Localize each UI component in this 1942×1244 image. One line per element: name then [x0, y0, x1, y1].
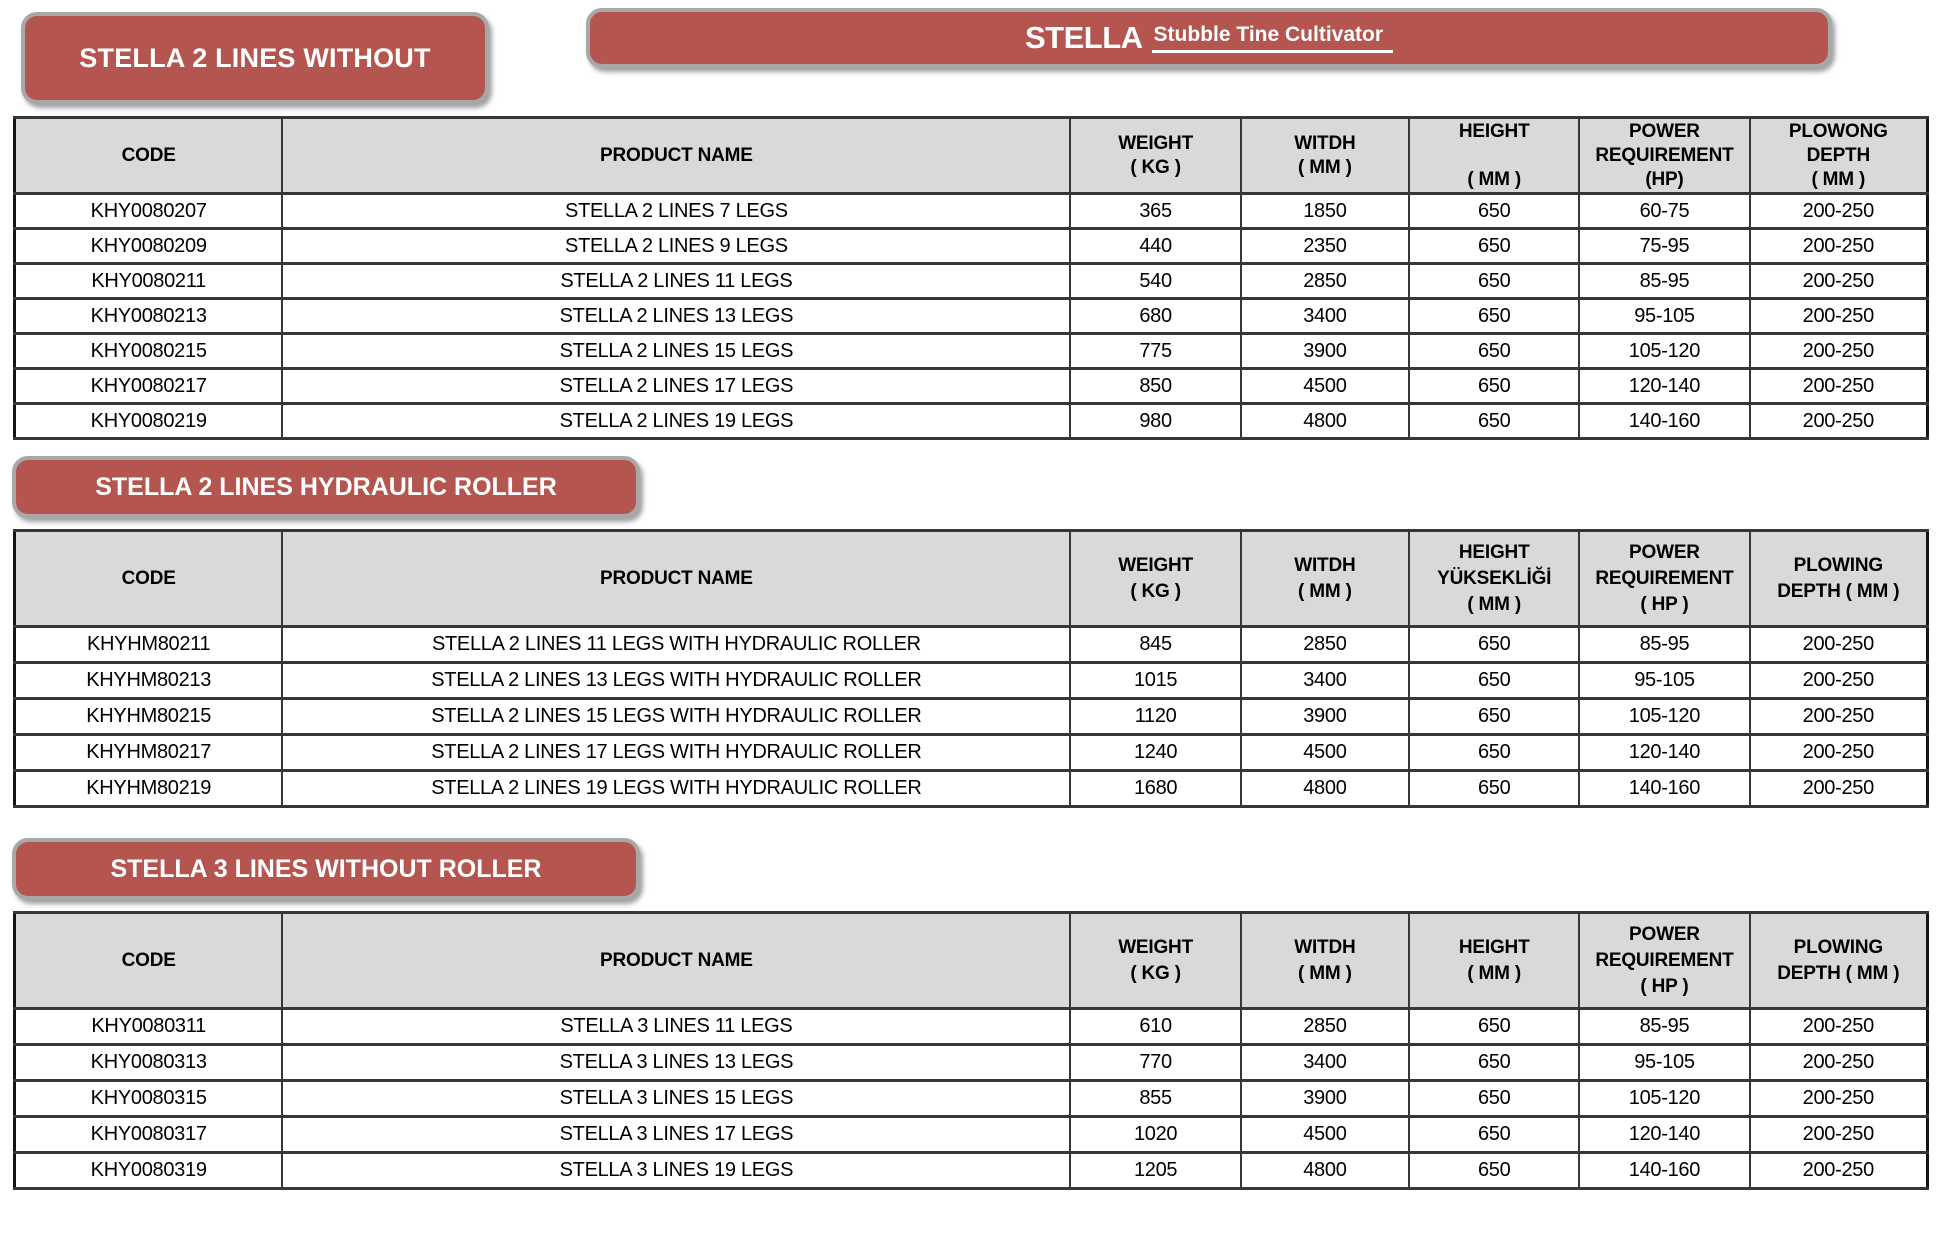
cell-product-name: STELLA 2 LINES 7 LEGS — [282, 194, 1070, 229]
cell-product-name: STELLA 2 LINES 15 LEGS — [282, 334, 1070, 369]
cell-height: 650 — [1409, 663, 1579, 699]
cell-weight: 1015 — [1070, 663, 1240, 699]
cell-code: KHY0080213 — [15, 299, 283, 334]
cell-plowing-depth: 200-250 — [1750, 1081, 1928, 1117]
cell-height: 650 — [1409, 699, 1579, 735]
cell-width: 4500 — [1241, 369, 1409, 404]
cell-weight: 850 — [1070, 369, 1240, 404]
cell-height: 650 — [1409, 194, 1579, 229]
cell-weight: 1120 — [1070, 699, 1240, 735]
cell-weight: 845 — [1070, 627, 1240, 663]
cell-height: 650 — [1409, 229, 1579, 264]
cell-height: 650 — [1409, 1153, 1579, 1189]
cell-power: 105-120 — [1579, 699, 1749, 735]
section-banner-label: STELLA 2 LINES WITHOUT — [79, 42, 431, 73]
section-banner-stella-3-lines-without-roller — [12, 838, 640, 900]
cell-weight: 1205 — [1070, 1153, 1240, 1189]
cell-product-name: STELLA 3 LINES 17 LEGS — [282, 1117, 1070, 1153]
cell-power: 75-95 — [1579, 229, 1749, 264]
cell-weight: 540 — [1070, 264, 1240, 299]
table-stella-2-lines-without — [13, 116, 1929, 440]
cell-width: 3900 — [1241, 699, 1409, 735]
cell-code: KHY0080217 — [15, 369, 283, 404]
cell-plowing-depth: 200-250 — [1750, 299, 1928, 334]
cell-power: 85-95 — [1579, 627, 1749, 663]
main-title-banner — [586, 8, 1832, 68]
table-row — [15, 334, 1928, 369]
cell-width: 4800 — [1241, 1153, 1409, 1189]
cell-plowing-depth: 200-250 — [1750, 1045, 1928, 1081]
cell-plowing-depth: 200-250 — [1750, 699, 1928, 735]
cell-code: KHYHM80219 — [15, 771, 283, 807]
cell-height: 650 — [1409, 369, 1579, 404]
cell-weight: 1240 — [1070, 735, 1240, 771]
column-header-power: POWER REQUIREMENT ( HP ) — [1579, 531, 1749, 627]
cell-power: 140-160 — [1579, 1153, 1749, 1189]
cell-weight: 610 — [1070, 1009, 1240, 1045]
cell-weight: 775 — [1070, 334, 1240, 369]
cell-height: 650 — [1409, 735, 1579, 771]
header-row — [15, 118, 1928, 194]
brand-title: STELLA — [1024, 20, 1143, 55]
cell-power: 85-95 — [1579, 264, 1749, 299]
main-subtitle: Stubble Tine Cultivator — [1152, 23, 1393, 53]
column-header-height: HEIGHT YÜKSEKLİĞİ ( MM ) — [1409, 531, 1579, 627]
table-row — [15, 1045, 1928, 1081]
cell-product-name: STELLA 2 LINES 19 LEGS — [282, 404, 1070, 439]
cell-height: 650 — [1409, 1081, 1579, 1117]
cell-code: KHY0080207 — [15, 194, 283, 229]
table-row — [15, 771, 1928, 807]
table-row — [15, 1081, 1928, 1117]
cell-height: 650 — [1409, 1117, 1579, 1153]
cell-plowing-depth: 200-250 — [1750, 369, 1928, 404]
cell-product-name: STELLA 2 LINES 13 LEGS WITH HYDRAULIC ROLLER — [282, 663, 1070, 699]
cell-power: 105-120 — [1579, 1081, 1749, 1117]
cell-product-name: STELLA 2 LINES 9 LEGS — [282, 229, 1070, 264]
cell-code: KHY0080311 — [15, 1009, 283, 1045]
cell-code: KHY0080317 — [15, 1117, 283, 1153]
cell-code: KHY0080315 — [15, 1081, 283, 1117]
cell-product-name: STELLA 2 LINES 13 LEGS — [282, 299, 1070, 334]
cell-plowing-depth: 200-250 — [1750, 194, 1928, 229]
cell-height: 650 — [1409, 264, 1579, 299]
cell-plowing-depth: 200-250 — [1750, 663, 1928, 699]
table-row — [15, 699, 1928, 735]
cell-code: KHYHM80213 — [15, 663, 283, 699]
cell-product-name: STELLA 2 LINES 17 LEGS — [282, 369, 1070, 404]
cell-plowing-depth: 200-250 — [1750, 1153, 1928, 1189]
cell-product-name: STELLA 2 LINES 17 LEGS WITH HYDRAULIC ROLLER — [282, 735, 1070, 771]
cell-weight: 980 — [1070, 404, 1240, 439]
cell-plowing-depth: 200-250 — [1750, 404, 1928, 439]
cell-power: 95-105 — [1579, 663, 1749, 699]
cell-product-name: STELLA 2 LINES 19 LEGS WITH HYDRAULIC ROLLER — [282, 771, 1070, 807]
cell-product-name: STELLA 3 LINES 15 LEGS — [282, 1081, 1070, 1117]
cell-weight: 680 — [1070, 299, 1240, 334]
cell-power: 140-160 — [1579, 404, 1749, 439]
section-banner-label: STELLA 2 LINES HYDRAULIC ROLLER — [95, 472, 557, 501]
cell-code: KHY0080313 — [15, 1045, 283, 1081]
cell-code: KHY0080215 — [15, 334, 283, 369]
column-header-weight: WEIGHT ( KG ) — [1070, 913, 1240, 1009]
cell-code: KHYHM80211 — [15, 627, 283, 663]
cell-width: 1850 — [1241, 194, 1409, 229]
table-row — [15, 299, 1928, 334]
column-header-width: WITDH ( MM ) — [1241, 913, 1409, 1009]
table-stella-3-lines-without-roller — [13, 911, 1929, 1190]
column-header-weight: WEIGHT ( KG ) — [1070, 118, 1240, 194]
column-header-product-name: PRODUCT NAME — [282, 913, 1070, 1009]
cell-width: 3400 — [1241, 1045, 1409, 1081]
cell-plowing-depth: 200-250 — [1750, 1117, 1928, 1153]
cell-width: 4500 — [1241, 735, 1409, 771]
cell-width: 2850 — [1241, 264, 1409, 299]
table-row — [15, 627, 1928, 663]
cell-power: 85-95 — [1579, 1009, 1749, 1045]
cell-width: 4800 — [1241, 404, 1409, 439]
cell-product-name: STELLA 2 LINES 11 LEGS WITH HYDRAULIC ROLLER — [282, 627, 1070, 663]
cell-weight: 1020 — [1070, 1117, 1240, 1153]
cell-product-name: STELLA 3 LINES 11 LEGS — [282, 1009, 1070, 1045]
cell-power: 105-120 — [1579, 334, 1749, 369]
header-row — [15, 913, 1928, 1009]
banner-row — [13, 8, 1929, 108]
column-header-width: WITDH ( MM ) — [1241, 118, 1409, 194]
cell-power: 60-75 — [1579, 194, 1749, 229]
cell-width: 2350 — [1241, 229, 1409, 264]
cell-height: 650 — [1409, 334, 1579, 369]
cell-power: 120-140 — [1579, 735, 1749, 771]
column-header-weight: WEIGHT ( KG ) — [1070, 531, 1240, 627]
table-stella-2-lines-hydraulic-roller — [13, 529, 1929, 808]
table-row — [15, 1153, 1928, 1189]
cell-weight: 855 — [1070, 1081, 1240, 1117]
cell-height: 650 — [1409, 404, 1579, 439]
cell-power: 120-140 — [1579, 369, 1749, 404]
cell-height: 650 — [1409, 299, 1579, 334]
table-row — [15, 194, 1928, 229]
column-header-product-name: PRODUCT NAME — [282, 531, 1070, 627]
cell-plowing-depth: 200-250 — [1750, 229, 1928, 264]
cell-width: 2850 — [1241, 1009, 1409, 1045]
cell-power: 140-160 — [1579, 771, 1749, 807]
cell-product-name: STELLA 3 LINES 19 LEGS — [282, 1153, 1070, 1189]
cell-code: KHY0080219 — [15, 404, 283, 439]
cell-code: KHY0080209 — [15, 229, 283, 264]
cell-power: 95-105 — [1579, 1045, 1749, 1081]
column-header-plowing-depth: PLOWING DEPTH ( MM ) — [1750, 531, 1928, 627]
column-header-height: HEIGHT ( MM ) — [1409, 913, 1579, 1009]
column-header-code: CODE — [15, 118, 283, 194]
column-header-product-name: PRODUCT NAME — [282, 118, 1070, 194]
column-header-power: POWER REQUIREMENT ( HP ) — [1579, 913, 1749, 1009]
header-row — [15, 531, 1928, 627]
cell-code: KHYHM80215 — [15, 699, 283, 735]
cell-width: 3900 — [1241, 1081, 1409, 1117]
cell-code: KHY0080319 — [15, 1153, 283, 1189]
section-banner-label: STELLA 3 LINES WITHOUT ROLLER — [110, 854, 542, 883]
cell-width: 3400 — [1241, 663, 1409, 699]
cell-height: 650 — [1409, 1009, 1579, 1045]
table-row — [15, 735, 1928, 771]
cell-code: KHYHM80217 — [15, 735, 283, 771]
cell-plowing-depth: 200-250 — [1750, 1009, 1928, 1045]
column-header-plowing-depth: PLOWING DEPTH ( MM ) — [1750, 913, 1928, 1009]
cell-product-name: STELLA 2 LINES 15 LEGS WITH HYDRAULIC ROLLER — [282, 699, 1070, 735]
table-row — [15, 404, 1928, 439]
cell-plowing-depth: 200-250 — [1750, 334, 1928, 369]
cell-weight: 1680 — [1070, 771, 1240, 807]
section-banner-stella-2-lines-hydraulic-roller — [12, 456, 640, 518]
cell-power: 95-105 — [1579, 299, 1749, 334]
cell-weight: 365 — [1070, 194, 1240, 229]
column-header-power: POWER REQUIREMENT (HP) — [1579, 118, 1749, 194]
cell-width: 2850 — [1241, 627, 1409, 663]
column-header-width: WITDH ( MM ) — [1241, 531, 1409, 627]
cell-plowing-depth: 200-250 — [1750, 735, 1928, 771]
cell-code: KHY0080211 — [15, 264, 283, 299]
cell-product-name: STELLA 3 LINES 13 LEGS — [282, 1045, 1070, 1081]
cell-plowing-depth: 200-250 — [1750, 264, 1928, 299]
cell-width: 3400 — [1241, 299, 1409, 334]
cell-plowing-depth: 200-250 — [1750, 627, 1928, 663]
cell-width: 3900 — [1241, 334, 1409, 369]
column-header-plowing-depth: PLOWONG DEPTH ( MM ) — [1750, 118, 1928, 194]
column-header-code: CODE — [15, 913, 283, 1009]
cell-plowing-depth: 200-250 — [1750, 771, 1928, 807]
cell-product-name: STELLA 2 LINES 11 LEGS — [282, 264, 1070, 299]
table-row — [15, 1009, 1928, 1045]
table-row — [15, 1117, 1928, 1153]
table-row — [15, 663, 1928, 699]
column-header-code: CODE — [15, 531, 283, 627]
cell-height: 650 — [1409, 771, 1579, 807]
column-header-height: HEIGHT ( MM ) — [1409, 118, 1579, 194]
cell-width: 4500 — [1241, 1117, 1409, 1153]
table-row — [15, 369, 1928, 404]
cell-weight: 440 — [1070, 229, 1240, 264]
cell-width: 4800 — [1241, 771, 1409, 807]
table-row — [15, 264, 1928, 299]
cell-height: 650 — [1409, 1045, 1579, 1081]
section-banner-stella-2-lines-without — [21, 12, 489, 104]
table-row — [15, 229, 1928, 264]
cell-power: 120-140 — [1579, 1117, 1749, 1153]
cell-weight: 770 — [1070, 1045, 1240, 1081]
cell-height: 650 — [1409, 627, 1579, 663]
